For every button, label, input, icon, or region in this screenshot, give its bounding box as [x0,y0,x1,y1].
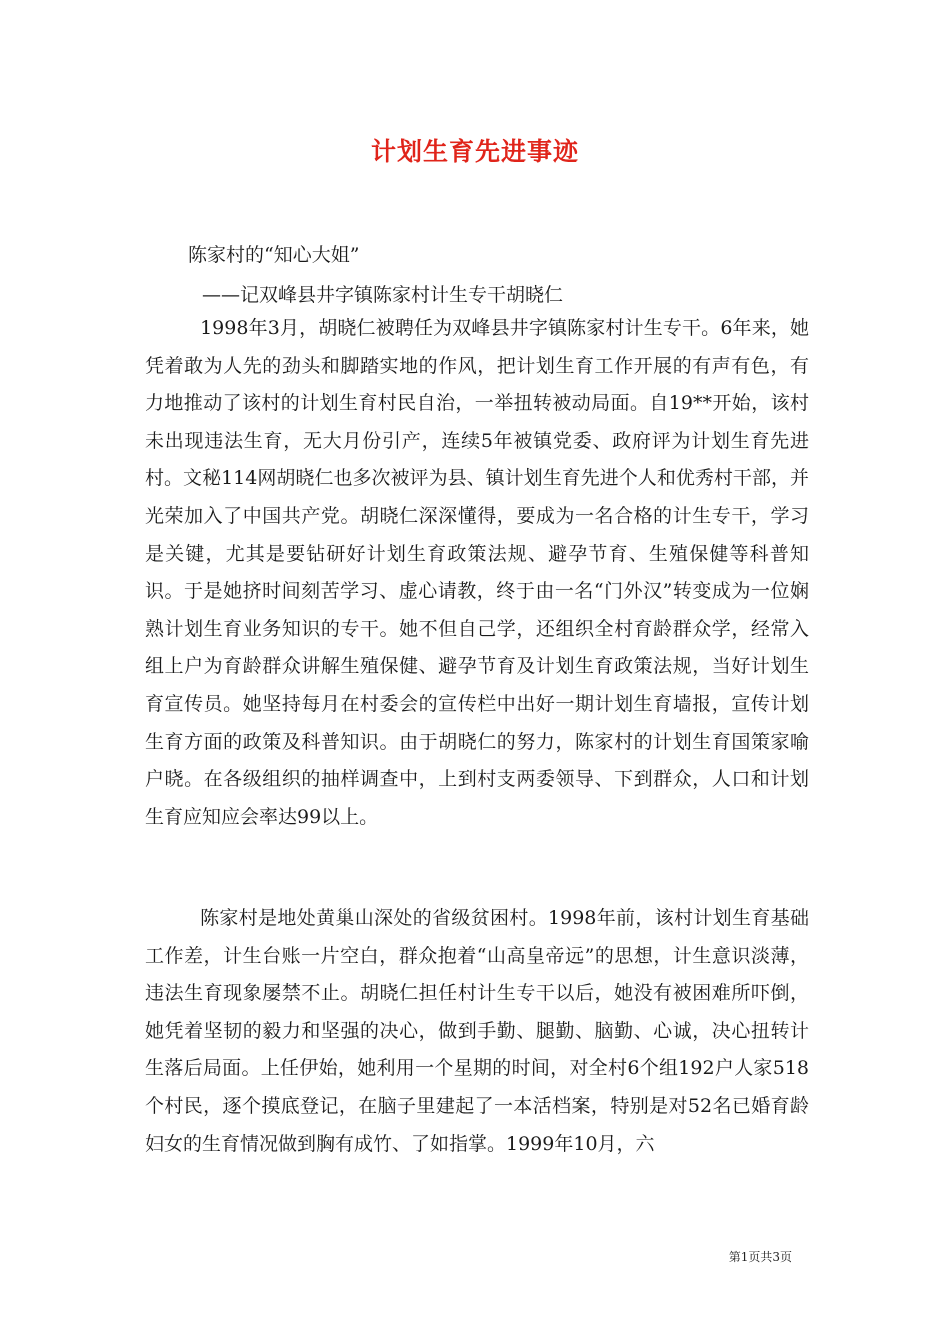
page-number: 第1页共3页 [728,1250,792,1264]
body-paragraph: 1998年3月，胡晓仁被聘任为双峰县井字镇陈家村计生专干。6年来，她凭着敢为人先的劲头和脚踏实地的作风，把计划生育工作开展的有声有色，有力地推动了该村的计划生育村民自治，一举扭转被动局面。自19**开始，该村未出现违法生育，无大月份引产，连续5年被镇党委、政府评为计划生育先进村。文秘114网胡晓仁也多次被评为县、镇计划生育先进个人和优秀村干部，并光荣加入了中国共产党。胡晓仁深深懂得，要成为一名合格的计生专干，学习是关键，尤其是要钻研好计划生育政策法规、避孕节育、生殖保健等科普知识。于是她挤时间刻苦学习、虚心请教，终于由一名“门外汉”转变成为一位娴熟计划生育业务知识的专干。她不但自己学，还组织全村育龄群众学，经常入组上户为育龄群众讲解生殖保健、避孕节育及计划生育政策法规，当好计划生育宣传员。她坚持每月在村委会的宣传栏中出好一期计划生育墙报，宣传计划生育方面的政策及科普知识。由于胡晓仁的努力，陈家村的计划生育国策家喻户晓。在各级组织的抽样调查中，上到村支两委领导、下到群众，人口和计划生育应知应会率达99以上。 [145,317,809,828]
body-paragraph: 陈家村是地处黄巢山深处的省级贫困村。1998年前，该村计划生育基础工作差，计生台账一片空白，群众抱着“山高皇帝远”的思想，计生意识淡薄，违法生育现象屡禁不止。胡晓仁担任村计生专干以后，她没有被困难所吓倒，她凭着坚韧的毅力和坚强的决心，做到手勤、腿勤、脑勤、心诚，决心扭转计生落后局面。上任伊始，她利用一个星期的时间，对全村6个组192户人家518个村民，逐个摸底登记，在脑子里建起了一本活档案，特别是对52名已婚育龄妇女的生育情况做到胸有成竹、了如指掌。1999年10月，六 [145,907,809,1155]
article-subheading: ——记双峰县井字镇陈家村计生专干胡晓仁 [202,284,564,306]
document-title: 计划生育先进事迹 [370,137,579,166]
article-heading: 陈家村的“知心大姐” [188,244,360,266]
